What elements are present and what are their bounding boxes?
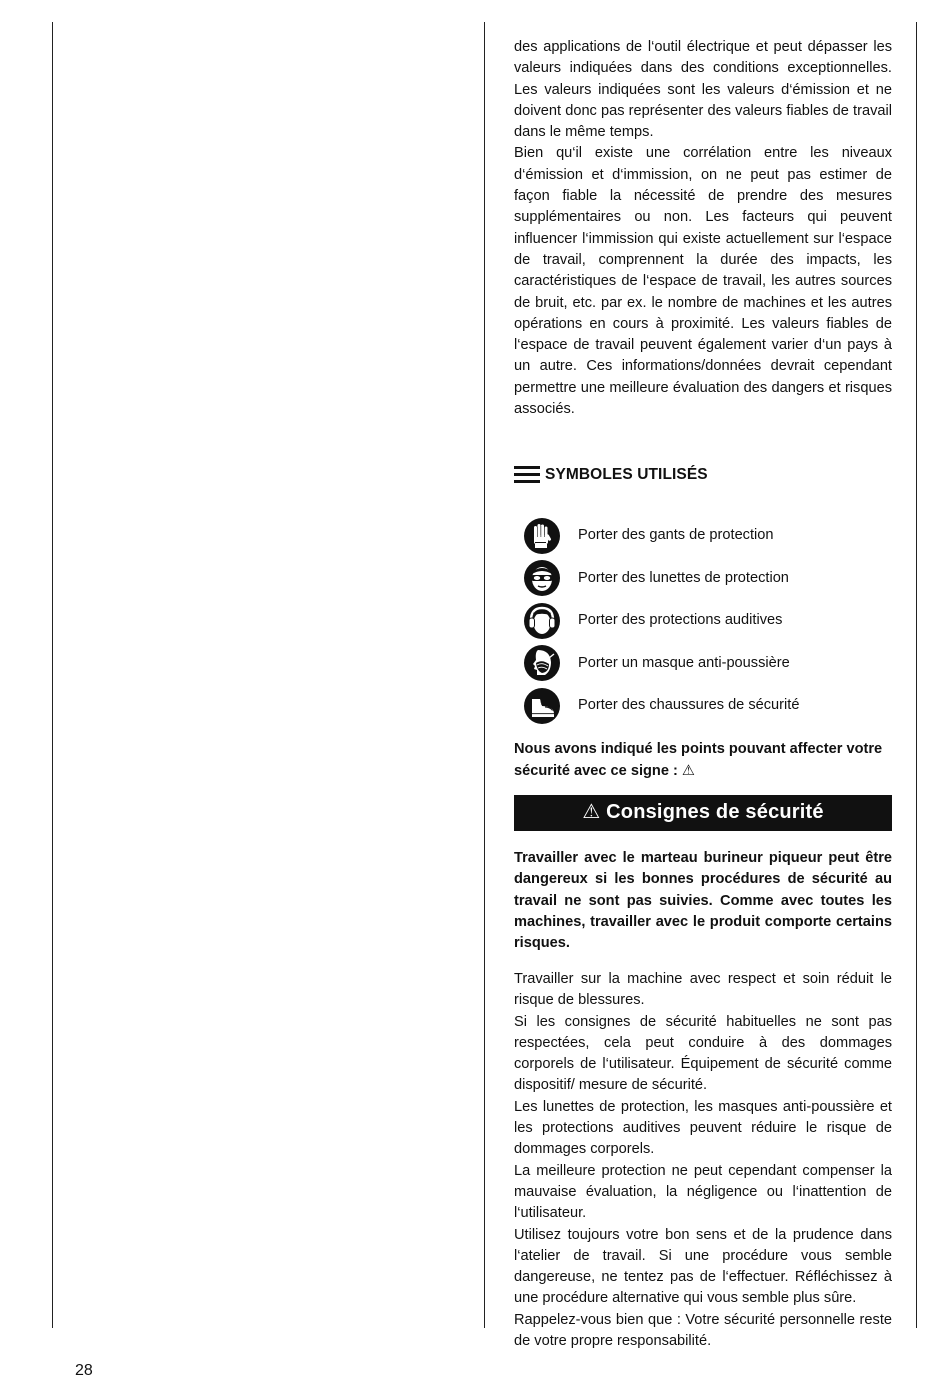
symbols-list (514, 514, 892, 727)
symbol-label: Porter des chaussures de sécurité (578, 697, 800, 714)
list-item (514, 557, 892, 600)
gloves-icon (523, 517, 561, 555)
ear-protection-icon (523, 602, 561, 640)
safety-paragraph: Rappelez-vous bien que : Votre sécurité personnelle reste de votre propre responsabilité. (514, 1311, 892, 1350)
paragraph-emission-values: des applications de l‘outil électrique et peut dépasser les valeurs indiquées dans des conditions exceptionnelles. Les valeurs indiquées sont les valeurs d‘émission et ne doivent donc pas représenter des valeurs fiables de travail dans le même temps. (514, 39, 892, 141)
safety-paragraph: Si les consignes de sécurité habituelles ne sont pas respectées, cela peut conduire à des dommages corporels de l‘utilisateur. Équipement de sécurité comme dispositif/ mesure de sécurité. (514, 1013, 892, 1094)
symbol-label: Porter des lunettes de protection (578, 569, 789, 586)
safety-shoes-icon (523, 687, 561, 725)
safety-paragraph: Utilisez toujours votre bon sens et de la prudence dans l‘atelier de travail. Si une procédure vous semble dangereuse, ne tentez pas de l‘effectuer. Réfléchissez à une procédure alternative qui vous semble plus sûre. (514, 1226, 892, 1307)
left-margin-rule (52, 22, 53, 1328)
symbol-label: Porter un masque anti-poussière (578, 654, 790, 671)
paragraph-immission-correlation: Bien qu‘il existe une corrélation entre les niveaux d‘émission et d‘immission, on ne peut pas estimer de façon fiable la nécessité de prendre des mesures supplémentaires ou non. Les facteurs qui peuvent influencer l‘immission qui existe actuellement sur l‘espace de travail, comprennent la durée des impacts, les caractéristiques de l‘espace de travail, les autres sources de bruit, etc. par ex. le nombre de machines et les autres opérations en cours à proximité. Les valeurs fiables de l‘espace de travail peuvent également varier d‘un pays à un autre. Ces informations/données devrait cependant permettre une meilleure évaluation des dangers et risques associés. (514, 145, 892, 418)
safety-intro-bold: Travailler avec le marteau burineur piqueur peut être dangereux si les bonnes procédures de sécurité au travail ne sont pas suivies. Comme avec toutes les machines, travailler avec le produit comporte certains risques. (514, 849, 892, 952)
center-column-rule (484, 22, 485, 1328)
list-item (514, 600, 892, 643)
symbols-heading-text: SYMBOLES UTILISÉS (545, 465, 708, 483)
list-item (514, 514, 892, 557)
right-column (514, 37, 892, 1352)
list-item (514, 685, 892, 728)
symbol-label: Porter des gants de protection (578, 526, 774, 543)
list-item (514, 642, 892, 685)
safety-paragraph: Les lunettes de protection, les masques anti-poussière et les protections auditives peuvent réduire le risque de dommages corporels. (514, 1098, 892, 1158)
safety-paragraph: Travailler sur la machine avec respect et soin réduit le risque de blessures. (514, 970, 892, 1009)
safety-paragraph: La meilleure protection ne peut cependant compenser la mauvaise évaluation, la négligence ou l‘inattention de l‘utilisateur. (514, 1162, 892, 1222)
page-number: 28 (75, 1362, 93, 1379)
symbols-heading (514, 460, 892, 488)
safety-instructions-banner: ⚠ Consignes de sécurité (514, 795, 892, 831)
section-lines-icon (514, 466, 540, 483)
symbol-label: Porter des protections auditives (578, 612, 783, 629)
dust-mask-icon (523, 644, 561, 682)
goggles-icon (523, 559, 561, 597)
warning-sign-note: Nous avons indiqué les points pouvant affecter votre sécurité avec ce signe : ⚠ (514, 741, 883, 779)
right-margin-rule (916, 22, 917, 1328)
